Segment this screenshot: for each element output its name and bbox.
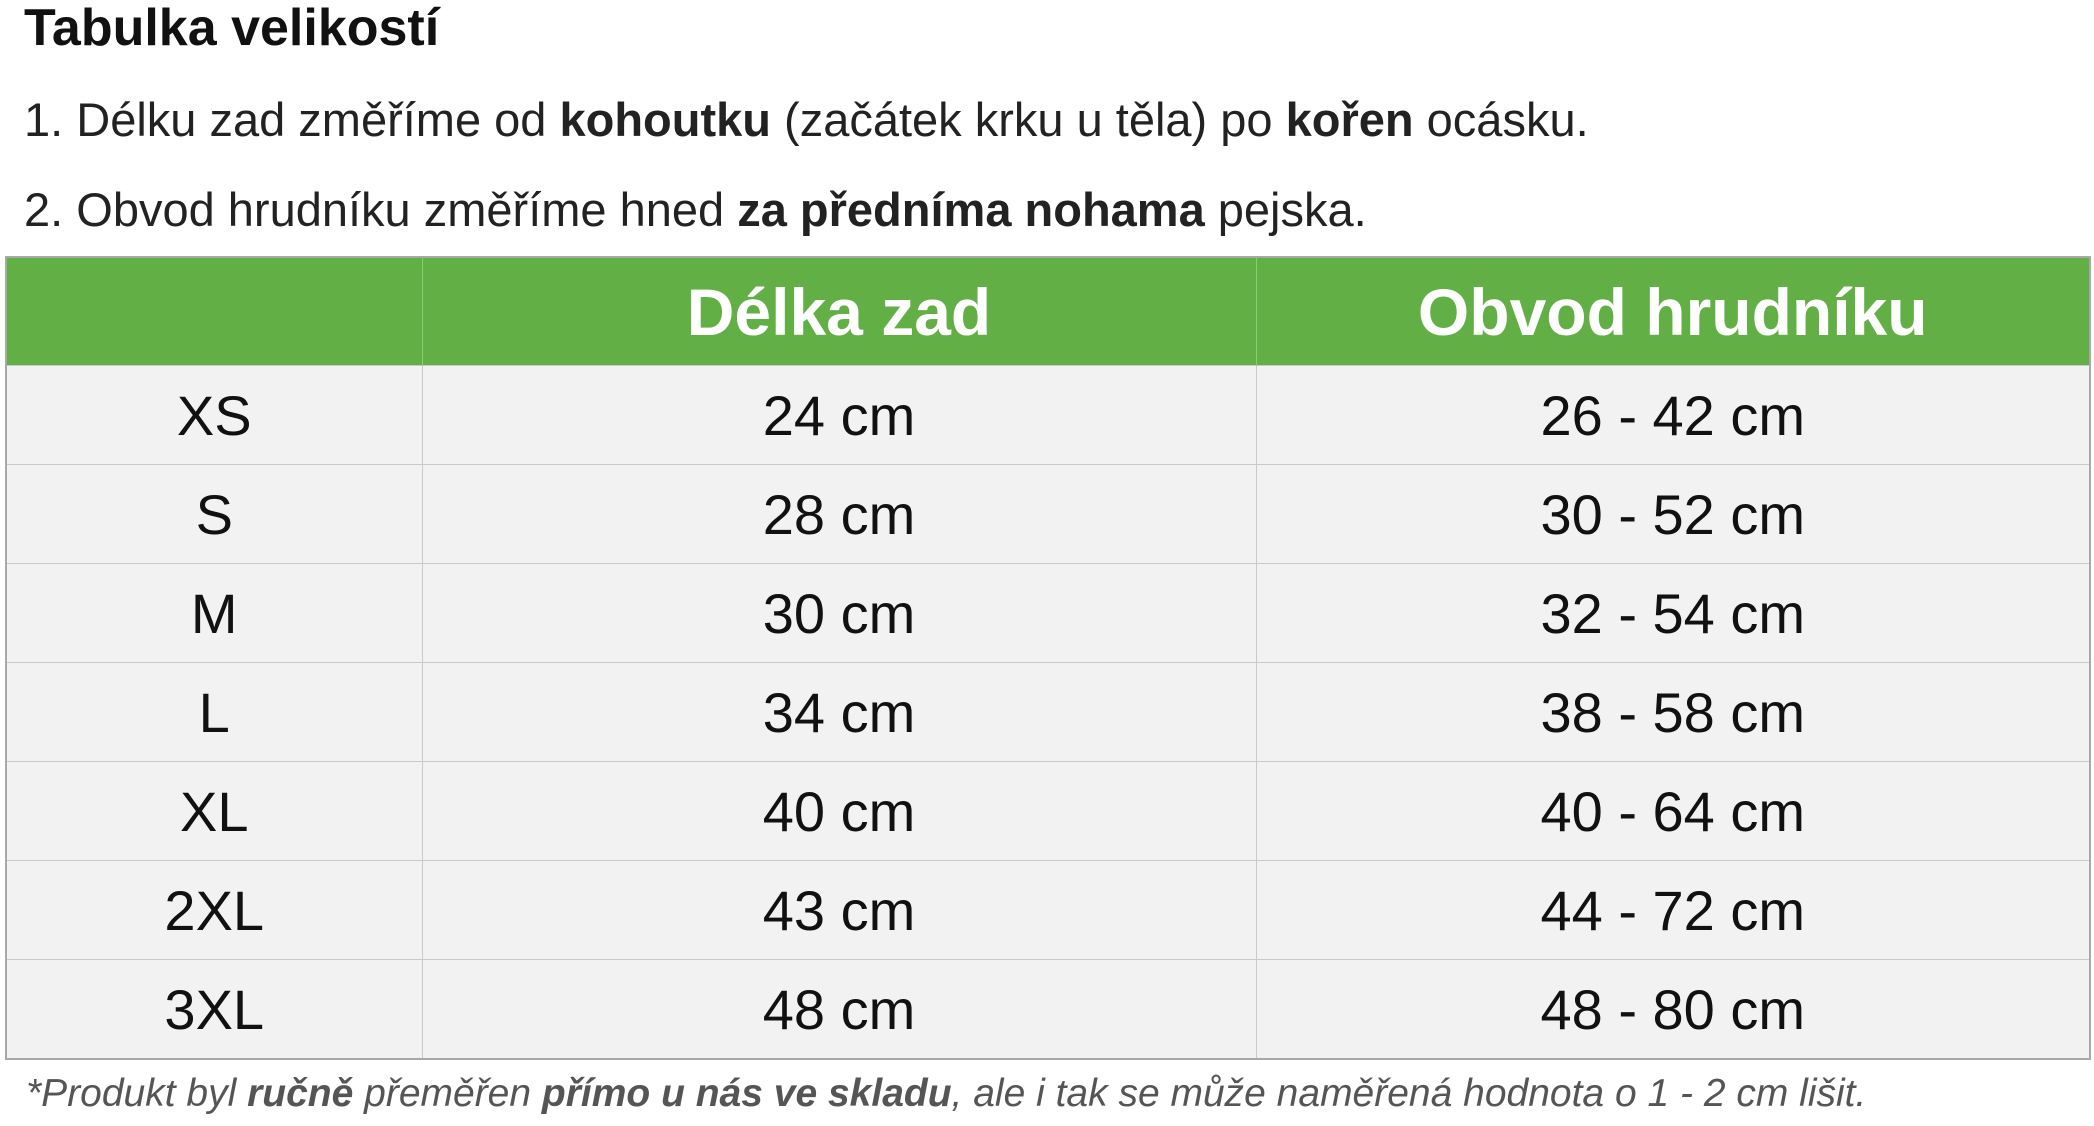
size-cell: XS — [6, 366, 422, 465]
chest-girth-cell: 26 - 42 cm — [1256, 366, 2090, 465]
size-cell: XL — [6, 762, 422, 861]
instruction-text: ocásku. — [1413, 93, 1589, 146]
instruction-text: 2. Obvod hrudníku změříme hned — [24, 183, 738, 236]
table-row — [6, 861, 2090, 960]
table-row — [6, 663, 2090, 762]
chest-girth-cell: 44 - 72 cm — [1256, 861, 2090, 960]
back-length-cell: 43 cm — [422, 861, 1256, 960]
size-cell: S — [6, 465, 422, 564]
back-length-cell: 48 cm — [422, 960, 1256, 1060]
header-chest-girth: Obvod hrudníku — [1256, 257, 2090, 366]
instruction-bold: za předníma nohama — [737, 183, 1205, 236]
table-row — [6, 960, 2090, 1060]
footnote-bold: ručně — [247, 1072, 354, 1115]
table-row — [6, 564, 2090, 663]
footnote — [26, 1070, 1866, 1118]
back-length-cell: 40 cm — [422, 762, 1256, 861]
table-header-row — [6, 257, 2090, 366]
instruction-text: 1. Délku zad změříme od — [24, 93, 560, 146]
size-cell: 2XL — [6, 861, 422, 960]
footnote-text: *Produkt byl — [26, 1072, 248, 1115]
instruction-text: pejska. — [1204, 183, 1367, 236]
table-row — [6, 465, 2090, 564]
footnote-text: přeměřen — [353, 1072, 542, 1115]
chest-girth-cell: 38 - 58 cm — [1256, 663, 2090, 762]
page-title: Tabulka velikostí — [24, 0, 440, 57]
back-length-cell: 28 cm — [422, 465, 1256, 564]
chest-girth-cell: 30 - 52 cm — [1256, 465, 2090, 564]
header-back-length: Délka zad — [422, 257, 1256, 366]
size-cell: L — [6, 663, 422, 762]
back-length-cell: 30 cm — [422, 564, 1256, 663]
instruction-bold: kořen — [1285, 93, 1414, 146]
back-length-cell: 24 cm — [422, 366, 1256, 465]
footnote-text: , ale i tak se může naměřená hodnota o 1 - 2 cm lišit. — [951, 1072, 1867, 1115]
chest-girth-cell: 48 - 80 cm — [1256, 960, 2090, 1060]
instruction-bold: kohoutku — [559, 93, 771, 146]
size-cell: 3XL — [6, 960, 422, 1060]
chest-girth-cell: 32 - 54 cm — [1256, 564, 2090, 663]
size-table — [5, 256, 2091, 1060]
table-row — [6, 762, 2090, 861]
back-length-cell: 34 cm — [422, 663, 1256, 762]
chest-girth-cell: 40 - 64 cm — [1256, 762, 2090, 861]
instruction-chest-girth — [24, 182, 1367, 238]
table-row — [6, 366, 2090, 465]
footnote-bold: přímo u nás ve skladu — [541, 1072, 952, 1115]
instruction-back-length — [24, 92, 1589, 148]
size-cell: M — [6, 564, 422, 663]
header-size — [6, 257, 422, 366]
instruction-text: (začátek krku u těla) po — [770, 93, 1286, 146]
